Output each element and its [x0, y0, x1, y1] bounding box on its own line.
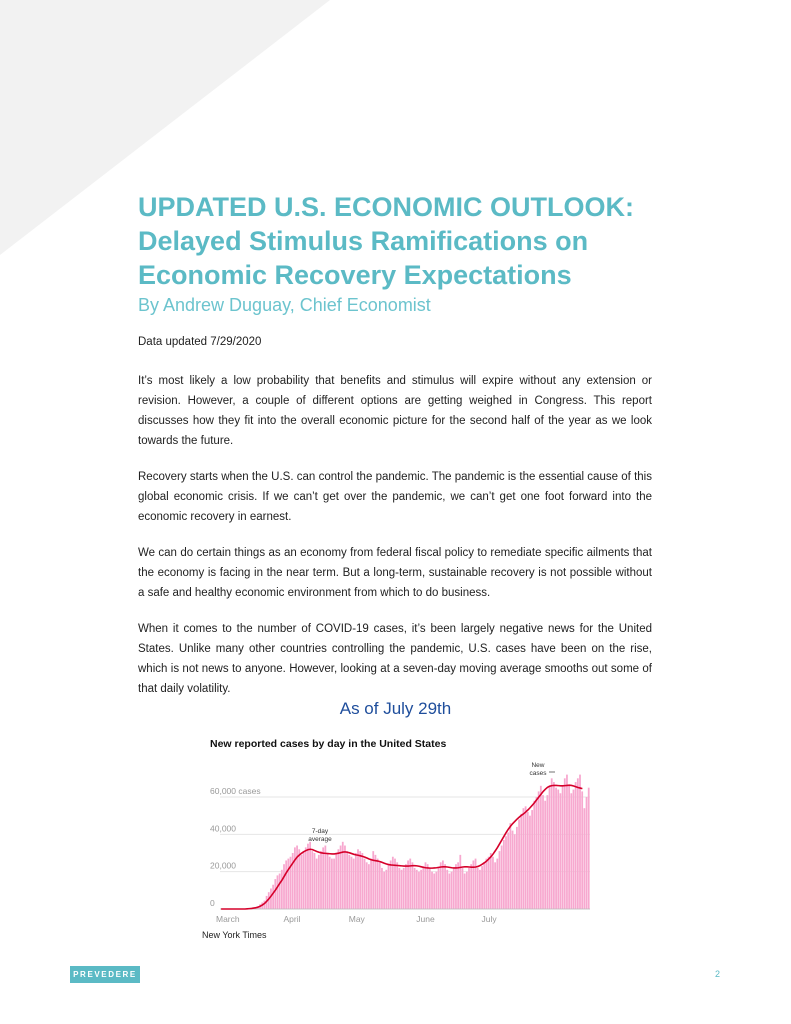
bar — [573, 790, 575, 909]
bar — [338, 849, 340, 909]
bar — [503, 840, 505, 909]
bar — [396, 862, 398, 909]
bar — [494, 862, 496, 909]
bar — [294, 847, 296, 909]
bar — [270, 888, 272, 909]
bar — [385, 870, 387, 909]
bar — [331, 859, 333, 909]
bar — [544, 801, 546, 909]
title-line-2: Delayed Stimulus Ramifications on — [138, 226, 589, 256]
bar — [420, 870, 422, 909]
bar — [531, 810, 533, 909]
bar — [340, 846, 342, 909]
bar — [457, 862, 459, 909]
bar — [329, 857, 331, 909]
chart-source: New York Times — [202, 930, 267, 940]
bar — [540, 786, 542, 909]
paragraph-4: When it comes to the number of COVID-19 cases, it’s been largely negative news for the United States. Unlike many other countries controlling the pandemic, U.S. cases have been on the rise, which is not news to anyone. However, looking at a seven-day moving average smooths out some of that daily volatility. — [138, 623, 652, 695]
bar — [581, 791, 583, 909]
bar — [311, 851, 313, 909]
bar — [388, 864, 390, 909]
bar — [551, 778, 553, 909]
bar — [324, 846, 326, 909]
bar — [431, 872, 433, 909]
bar — [309, 842, 311, 909]
bar — [557, 790, 559, 909]
bar — [542, 795, 544, 909]
y-tick-label: 40,000 — [210, 823, 236, 834]
bar — [398, 868, 400, 909]
bar — [538, 791, 540, 909]
bar — [366, 862, 368, 909]
bar — [477, 868, 479, 909]
bar — [346, 851, 348, 909]
bar — [562, 786, 564, 909]
bar — [514, 834, 516, 909]
bar — [507, 832, 509, 909]
bar — [305, 847, 307, 909]
bar — [357, 849, 359, 909]
bar — [383, 872, 385, 909]
bar — [499, 851, 501, 909]
bar — [549, 786, 551, 909]
chart-canvas — [202, 735, 602, 930]
bar — [335, 853, 337, 909]
bar — [344, 846, 346, 909]
bar — [588, 788, 590, 909]
bar — [307, 844, 309, 909]
bar — [298, 849, 300, 909]
bar — [575, 782, 577, 909]
bar — [481, 866, 483, 909]
bar — [488, 857, 490, 909]
bar — [355, 853, 357, 909]
title-line-1: UPDATED U.S. ECONOMIC OUTLOOK: — [138, 192, 634, 222]
bar — [505, 836, 507, 909]
bar — [435, 872, 437, 909]
bar — [379, 862, 381, 909]
bar — [277, 875, 279, 909]
bar — [433, 874, 435, 909]
report-title — [138, 190, 698, 292]
bar — [516, 827, 518, 909]
bar — [570, 793, 572, 909]
bar — [353, 859, 355, 909]
annotation-seven-day-average: 7-day average — [308, 828, 332, 843]
bar — [546, 795, 548, 909]
bar — [446, 870, 448, 909]
bar — [466, 872, 468, 909]
bar — [351, 857, 353, 909]
bar — [429, 868, 431, 909]
bar — [577, 778, 579, 909]
bar — [483, 862, 485, 909]
bar — [470, 864, 472, 909]
bar — [449, 874, 451, 909]
bar — [427, 864, 429, 909]
bar — [364, 859, 366, 909]
bar — [381, 868, 383, 909]
bar — [512, 831, 514, 909]
bar — [283, 864, 285, 909]
bar — [377, 859, 379, 909]
bar — [536, 797, 538, 909]
x-tick-label: March — [216, 914, 240, 924]
bar — [566, 775, 568, 909]
bar — [401, 870, 403, 909]
bar — [438, 868, 440, 909]
cases-chart — [202, 735, 602, 945]
bar — [533, 801, 535, 909]
bar — [418, 872, 420, 909]
bar — [301, 855, 303, 909]
paragraph-1: It’s most likely a low probability that benefits and stimulus will expire without any extension or revision. However, a couple of different options are getting weighed in Congress. This report discusses how they fit into the overall economic picture for the second half of the year as we look towards the future. — [138, 375, 652, 447]
bar — [272, 885, 274, 909]
bar — [459, 855, 461, 909]
bar — [414, 868, 416, 909]
bar — [390, 860, 392, 909]
bar — [451, 872, 453, 909]
y-tick-label: 20,000 — [210, 860, 236, 871]
chart-title: New reported cases by day in the United States — [210, 738, 447, 750]
bar — [405, 864, 407, 909]
bar — [403, 868, 405, 909]
bar — [501, 846, 503, 909]
bar — [287, 859, 289, 909]
bar — [564, 778, 566, 909]
bar — [359, 851, 361, 909]
bar — [553, 782, 555, 909]
bar — [455, 864, 457, 909]
chart-caption: As of July 29th — [339, 699, 452, 718]
bar — [525, 806, 527, 909]
bar — [468, 868, 470, 909]
x-tick-label: May — [348, 914, 365, 924]
bar — [274, 879, 276, 909]
bar — [442, 860, 444, 909]
bar — [444, 864, 446, 909]
bar — [279, 874, 281, 909]
bar — [314, 853, 316, 909]
bar — [422, 866, 424, 909]
bar — [462, 868, 464, 909]
bar — [370, 859, 372, 909]
bar — [316, 859, 318, 909]
bar — [407, 860, 409, 909]
bar — [416, 870, 418, 909]
bar — [412, 862, 414, 909]
bar — [583, 808, 585, 909]
bar — [523, 808, 525, 909]
paragraph-2: Recovery starts when the U.S. can control the pandemic. The pandemic is the essential cause of this global economic crisis. If we can’t get over the pandemic, we can’t get one foot forward into the economic recovery in earnest. — [138, 471, 652, 523]
annotation-new-cases: New cases — [529, 762, 547, 777]
bar — [527, 812, 529, 909]
title-line-3: Economic Recovery Expectations — [138, 260, 572, 290]
bar — [520, 814, 522, 909]
bar — [586, 797, 588, 909]
body-text — [138, 371, 652, 715]
bar — [560, 793, 562, 909]
bar — [318, 855, 320, 909]
bar — [303, 851, 305, 909]
bar — [327, 853, 329, 909]
bar — [464, 874, 466, 909]
x-tick-label: June — [416, 914, 435, 924]
bar — [368, 864, 370, 909]
bar — [320, 851, 322, 909]
bar — [509, 823, 511, 909]
bar — [333, 859, 335, 909]
bar — [568, 786, 570, 909]
bar — [361, 853, 363, 909]
bar — [285, 860, 287, 909]
bar — [518, 819, 520, 909]
bar — [296, 846, 298, 909]
bar — [490, 853, 492, 909]
byline: By Andrew Duguay, Chief Economist — [138, 295, 431, 315]
bar — [486, 859, 488, 909]
y-tick-label: 0 — [210, 898, 215, 908]
bar — [453, 868, 455, 909]
bar — [555, 788, 557, 909]
paragraph-3: We can do certain things as an economy from federal fiscal policy to remediate specific ailments that the economy is facing in the near term. But a long-term, sustainable recovery is not possible without a safe and healthy economic environment from which to do business. — [138, 547, 652, 599]
bar — [440, 862, 442, 909]
bar — [496, 859, 498, 909]
bar — [322, 847, 324, 909]
x-tick-label: April — [283, 914, 301, 924]
bar — [579, 775, 581, 909]
x-tick-label: July — [481, 914, 497, 924]
bar — [375, 855, 377, 909]
bar — [348, 855, 350, 909]
bar — [492, 857, 494, 909]
data-updated-date: Data updated 7/29/2020 — [138, 336, 262, 348]
bar — [479, 870, 481, 909]
y-tick-label: 60,000 cases — [210, 786, 261, 796]
page-number: 2 — [715, 969, 721, 979]
bar — [529, 816, 531, 909]
bar — [281, 870, 283, 909]
bar — [425, 862, 427, 909]
brand-logo: PREVEDERE — [70, 966, 140, 983]
